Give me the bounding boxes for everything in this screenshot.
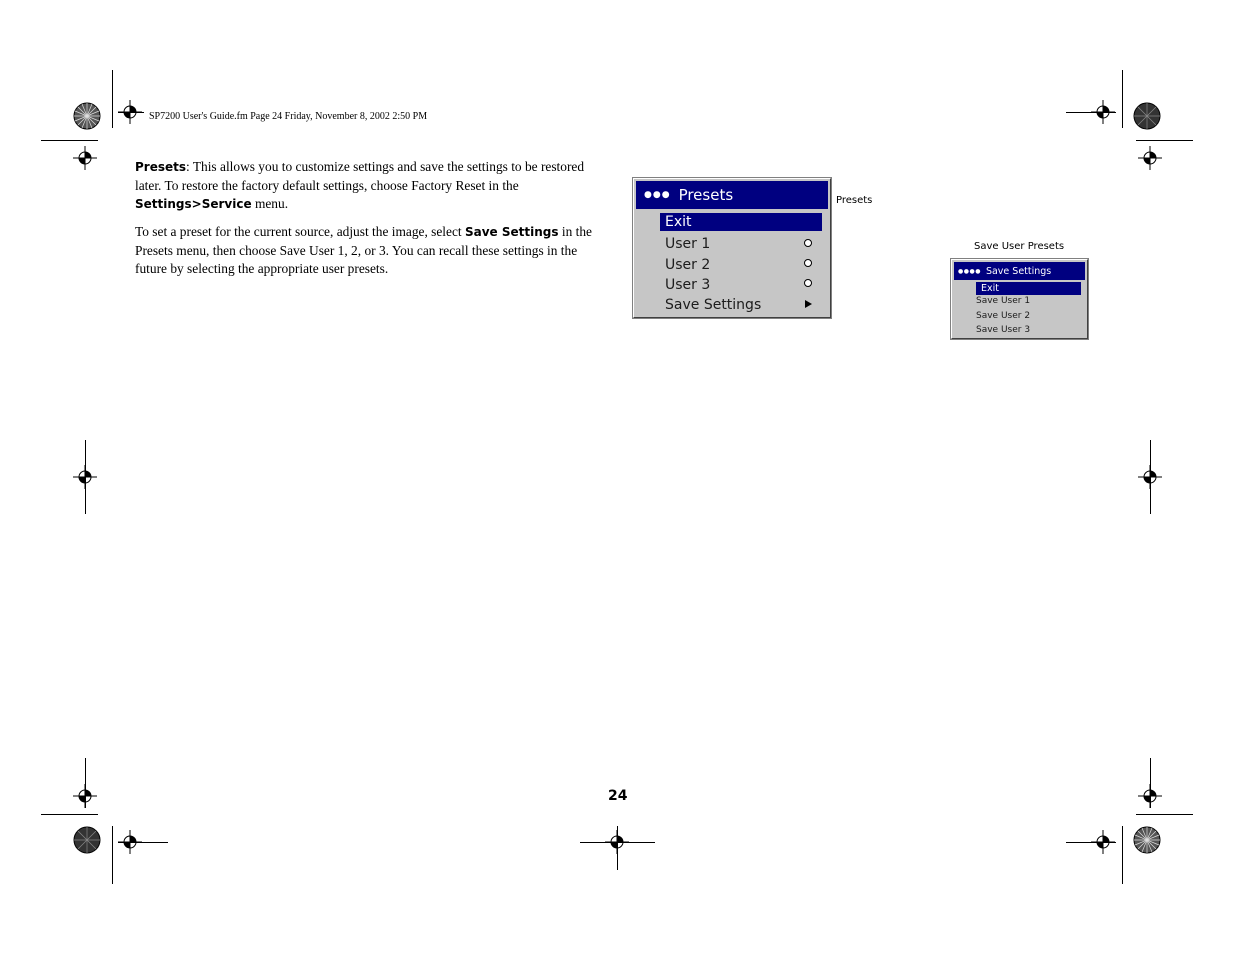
presets-term: Presets [135,160,187,174]
sunburst-mark-icon [1133,826,1161,854]
menu-dots-icon: ●●●● [958,267,981,275]
save-settings-menu [951,259,1088,339]
menu-item-exit[interactable]: Exit [660,213,822,231]
menu-item-user-2[interactable]: User 2 [665,257,711,273]
menu-item-save-user-3[interactable]: Save User 3 [976,325,1031,335]
menu-item-user-3[interactable]: User 3 [665,277,711,293]
paragraph-text: in the Presets menu, then choose Save User 1, 2, or 3. You can recall these settings in the future by selecting the appropriate user presets. [135,224,592,276]
save-settings-menu-title: Save Settings [985,265,1052,277]
crop-line [41,140,98,141]
presets-menu-title: Presets [678,186,734,204]
registration-target-icon [73,146,97,170]
crop-line [1136,814,1193,815]
sunburst-mark-icon [1133,102,1161,130]
crop-line [1150,440,1151,514]
sunburst-mark-icon [73,826,101,854]
menu-item-save-user-2[interactable]: Save User 2 [976,311,1031,321]
crop-line [1150,758,1151,808]
page-number: 24 [608,788,628,804]
file-info-header: SP7200 User's Guide.fm Page 24 Friday, November 8, 2002 2:50 PM [149,111,428,122]
menu-dots-icon: ●●● [644,190,671,200]
presets-menu [633,178,831,318]
save-settings-menu-title-bar [954,262,1085,280]
crop-line [617,826,618,870]
save-settings-paragraph [135,223,605,279]
crop-line [1066,112,1116,113]
crop-line [41,814,98,815]
crop-line [112,70,113,128]
registration-target-icon [1138,146,1162,170]
crop-line [85,440,86,514]
crop-line [118,842,168,843]
crop-line [85,758,86,808]
paragraph-text: : This allows you to customize settings and save the settings to be restored later. To restore the factory default settings, choose Factory Reset in the [135,159,585,193]
presets-caption: Presets [836,195,873,206]
crop-line [112,826,113,884]
presets-menu-title-bar [636,181,828,209]
radio-button-user-3[interactable] [804,279,812,287]
settings-service-path: Settings>Service [135,197,252,211]
paragraph-text: menu. [251,196,289,211]
crop-line [118,112,144,113]
crop-line [1122,70,1123,128]
menu-item-user-1[interactable]: User 1 [665,236,711,252]
radio-button-user-2[interactable] [804,259,812,267]
crop-line [1122,826,1123,884]
save-user-presets-caption: Save User Presets [974,241,1065,252]
submenu-arrow-icon [805,300,812,308]
menu-item-exit[interactable]: Exit [976,282,1081,295]
radio-button-user-1[interactable] [804,239,812,247]
crop-line [1066,842,1116,843]
paragraph-text: To set a preset for the current source, adjust the image, select [135,224,465,239]
menu-item-save-settings[interactable]: Save Settings [665,297,762,313]
menu-item-save-user-1[interactable]: Save User 1 [976,296,1031,306]
save-settings-term: Save Settings [464,225,559,239]
sunburst-mark-icon [73,102,101,130]
presets-paragraph [135,158,605,214]
crop-line [1136,140,1193,141]
